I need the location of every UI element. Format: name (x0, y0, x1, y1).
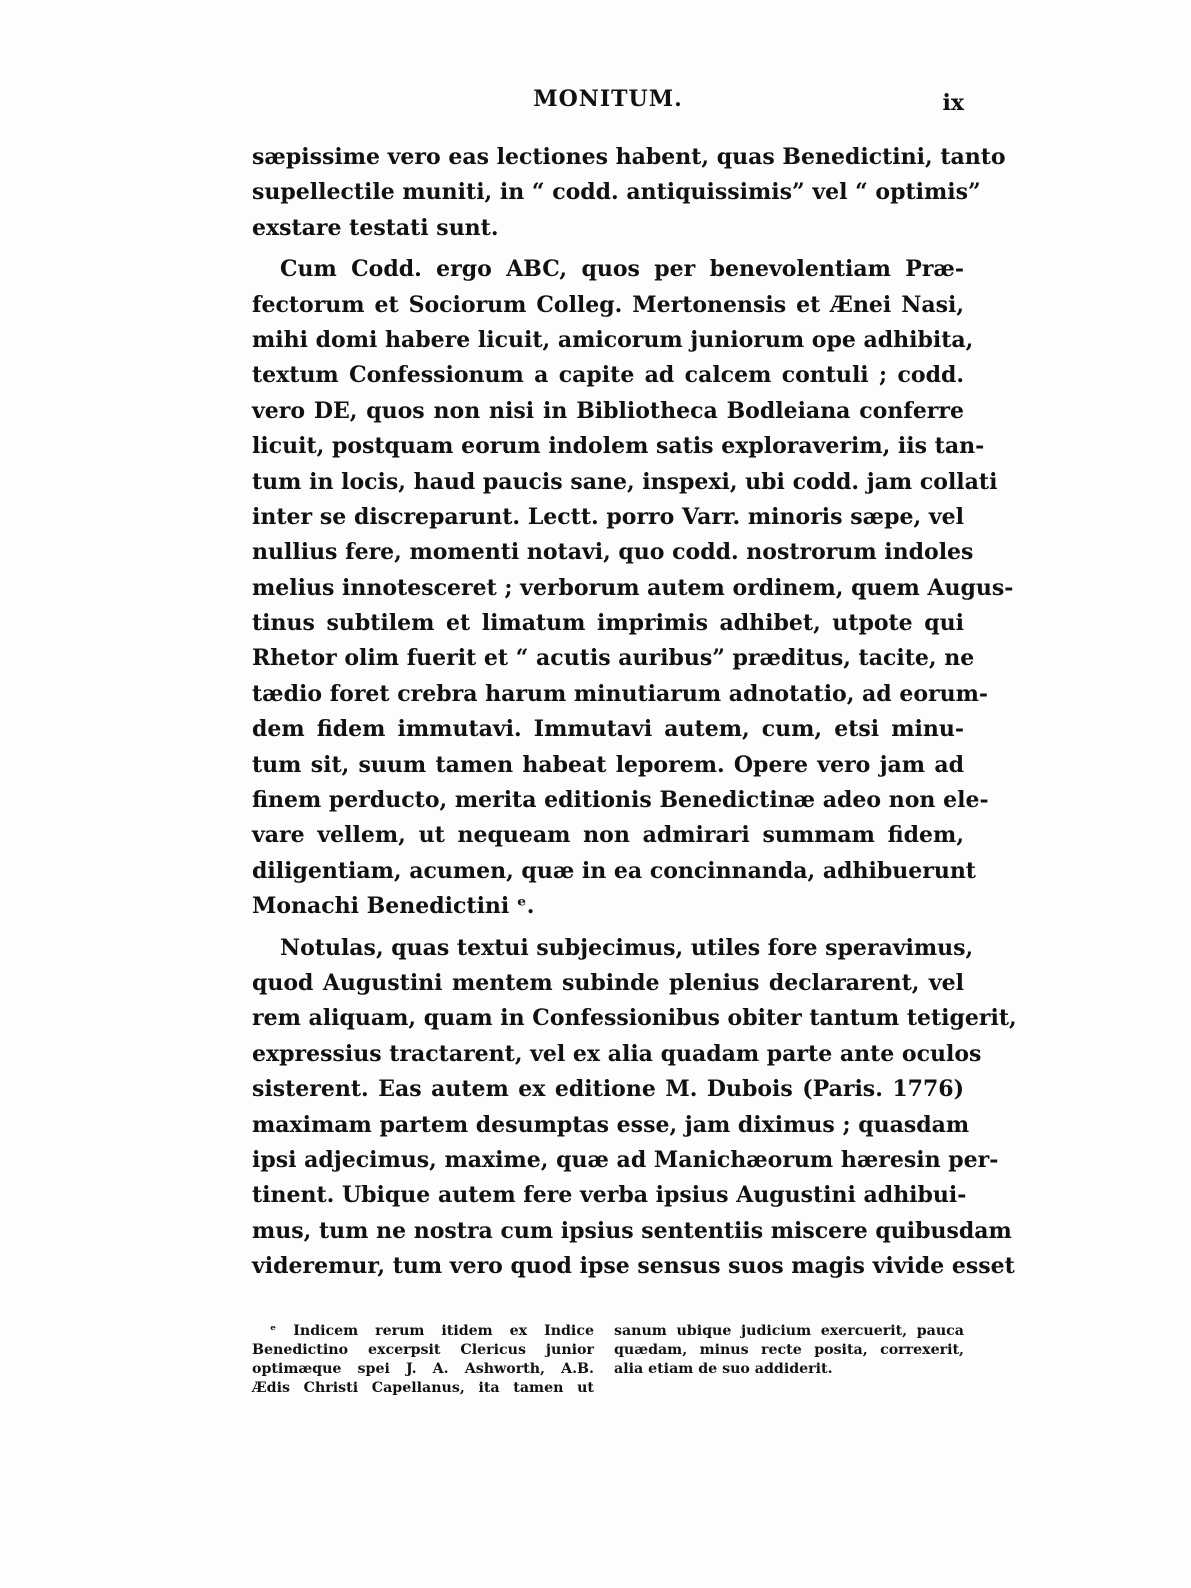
text-line: tinent. Ubique autem fere verba ipsius Augustini adhibui- (252, 1182, 967, 1209)
text-line: ipsi adjecimus, maxime, quæ ad Manichæorum hæresin per- (252, 1146, 999, 1173)
footnote-line: Ædis Christi Capellanus, ita tamen ut (252, 1380, 594, 1396)
text-line: dem fidem immutavi. Immutavi autem, cum, etsi minu- (252, 716, 964, 743)
text-line: vare vellem, ut nequeam non admirari summam fidem, (252, 822, 964, 849)
running-head (252, 86, 964, 122)
text-line: melius innotesceret ; verborum autem ordinem, quem Augus- (252, 574, 1014, 601)
text-line: tædio foret crebra harum minutiarum adnotatio, ad eorum- (252, 680, 989, 707)
footnote-line: sanum ubique judicium exercuerit, pauca (614, 1323, 964, 1339)
text-line: diligentiam, acumen, quæ in ea concinnanda, adhibuerunt (252, 857, 976, 884)
text-line: exstare testati sunt. (252, 214, 499, 241)
text-line: tum sit, suum tamen habeat leporem. Opere vero jam ad (252, 751, 964, 778)
footnote-column-left (252, 1322, 594, 1398)
text-line: Notulas, quas textui subjecimus, utiles fore speravimus, (280, 934, 974, 961)
text-line: Rhetor olim fuerit et “ acutis auribus” præditus, tacite, ne (252, 645, 975, 672)
footnote-line: quædam, minus recte posita, correxerit, (614, 1342, 964, 1358)
text-line: Monachi Benedictini ᵉ. (252, 893, 535, 920)
running-title: MONITUM. (533, 86, 683, 112)
footnote-column-right (614, 1322, 964, 1379)
body-text (252, 140, 1017, 1285)
footnote-line: ᵉ Indicem rerum itidem ex Indice (270, 1323, 594, 1339)
text-line: expressius tractarent, vel ex alia quadam parte ante oculos (252, 1040, 982, 1067)
text-line: tinus subtilem et limatum imprimis adhibet, utpote qui (252, 610, 964, 637)
text-line: sæpissime vero eas lectiones habent, quas Benedictini, tanto (252, 144, 1006, 170)
text-line: quod Augustini mentem subinde plenius declararent, vel (252, 969, 964, 996)
text-line: mus, tum ne nostra cum ipsius sententiis miscere quibusdam (252, 1217, 1012, 1244)
footnote-line: alia etiam de suo addiderit. (614, 1361, 833, 1377)
text-line: tum in locis, haud paucis sane, inspexi, ubi codd. jam collati (252, 468, 998, 495)
text-line: Cum Codd. ergo ABC, quos per benevolentiam Præ- (280, 256, 964, 283)
text-line: mihi domi habere licuit, amicorum juniorum ope adhibita, (252, 326, 974, 353)
text-line: licuit, postquam eorum indolem satis exploraverim, iis tan- (252, 433, 985, 460)
text-line: finem perducto, merita editionis Benedictinæ adeo non ele- (252, 787, 989, 814)
text-line: sisterent. Eas autem ex editione M. Dubois (Paris. 1776) (252, 1076, 964, 1103)
footnote-line: Benedictino excerpsit Clericus junior (252, 1342, 594, 1358)
text-line: nullius fere, momenti notavi, quo codd. nostrorum indoles (252, 539, 974, 566)
text-line: maximam partem desumptas esse, jam diximus ; quasdam (252, 1111, 970, 1138)
text-line: fectorum et Sociorum Colleg. Mertonensis et Ænei Nasi, (252, 291, 964, 318)
text-line: supellectile muniti, in “ codd. antiquissimis” vel “ optimis” (252, 179, 981, 206)
page-number: ix (942, 90, 964, 116)
text-line: textum Confessionum a capite ad calcem contuli ; codd. (252, 362, 964, 389)
text-line: inter se discreparunt. Lectt. porro Varr. minoris sæpe, vel (252, 503, 964, 530)
text-line: vero DE, quos non nisi in Bibliotheca Bodleiana conferre (252, 397, 964, 424)
text-line: videremur, tum vero quod ipse sensus suos magis vivide esset (252, 1253, 1015, 1280)
footnote-line: optimæque spei J. A. Ashworth, A.B. (252, 1361, 594, 1377)
text-line: rem aliquam, quam in Confessionibus obiter tantum tetigerit, (252, 1005, 1017, 1032)
